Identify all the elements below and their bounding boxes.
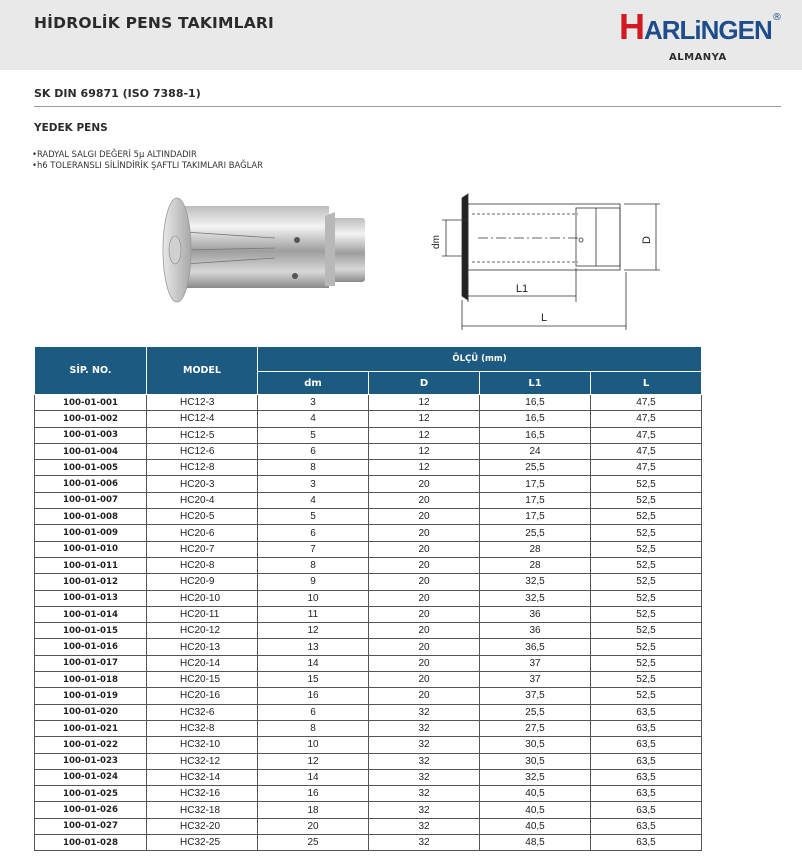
collet-technical-drawing (428, 190, 663, 335)
cell-L1: 16,5 (480, 427, 591, 443)
cell-model: HC12-4 (147, 411, 258, 427)
cell-L1: 16,5 (480, 395, 591, 411)
cell-D: 12 (369, 460, 480, 476)
cell-sip-no: 100-01-010 (35, 541, 147, 557)
cell-dm: 4 (258, 411, 369, 427)
cell-L1: 32,5 (480, 574, 591, 590)
cell-sip-no: 100-01-011 (35, 557, 147, 573)
table-body (35, 395, 702, 851)
table-row (35, 623, 702, 639)
cell-D: 20 (369, 557, 480, 573)
page-header (0, 0, 802, 70)
cell-dm: 18 (258, 802, 369, 818)
table-row (35, 590, 702, 606)
table-row (35, 835, 702, 851)
cell-L: 63,5 (591, 720, 702, 736)
cell-L: 52,5 (591, 590, 702, 606)
table-row (35, 704, 702, 720)
cell-D: 12 (369, 443, 480, 459)
cell-dm: 5 (258, 427, 369, 443)
cell-model: HC20-4 (147, 492, 258, 508)
cell-L1: 25,5 (480, 460, 591, 476)
cell-L: 47,5 (591, 395, 702, 411)
cell-dm: 9 (258, 574, 369, 590)
cell-dm: 6 (258, 704, 369, 720)
cell-L: 52,5 (591, 639, 702, 655)
cell-L: 52,5 (591, 557, 702, 573)
cell-sip-no: 100-01-022 (35, 737, 147, 753)
cell-model: HC32-16 (147, 786, 258, 802)
table-row (35, 443, 702, 459)
standard-heading: SK DIN 69871 (ISO 7388-1) (34, 87, 201, 100)
divider (34, 106, 781, 107)
cell-sip-no: 100-01-017 (35, 655, 147, 671)
cell-dm: 8 (258, 460, 369, 476)
cell-D: 20 (369, 672, 480, 688)
table-row (35, 492, 702, 508)
registered-mark: ® (772, 12, 782, 23)
cell-L1: 28 (480, 541, 591, 557)
cell-model: HC20-7 (147, 541, 258, 557)
table-row (35, 411, 702, 427)
cell-model: HC20-13 (147, 639, 258, 655)
cell-dm: 16 (258, 688, 369, 704)
cell-D: 32 (369, 802, 480, 818)
cell-L: 47,5 (591, 427, 702, 443)
label-L: L (540, 312, 548, 324)
cell-model: HC32-6 (147, 704, 258, 720)
cell-dm: 14 (258, 655, 369, 671)
cell-L: 52,5 (591, 492, 702, 508)
cell-sip-no: 100-01-013 (35, 590, 147, 606)
cell-dm: 7 (258, 541, 369, 557)
cell-D: 20 (369, 590, 480, 606)
page-title: HİDROLİK PENS TAKIMLARI (34, 14, 274, 32)
table-row (35, 786, 702, 802)
cell-D: 12 (369, 411, 480, 427)
cell-D: 32 (369, 704, 480, 720)
cell-model: HC32-12 (147, 753, 258, 769)
brand-logo (619, 6, 782, 47)
cell-D: 20 (369, 525, 480, 541)
cell-sip-no: 100-01-015 (35, 623, 147, 639)
cell-model: HC20-14 (147, 655, 258, 671)
label-dm: dm (431, 235, 442, 249)
cell-D: 32 (369, 737, 480, 753)
cell-model: HC20-9 (147, 574, 258, 590)
cell-sip-no: 100-01-007 (35, 492, 147, 508)
table-row (35, 557, 702, 573)
table-row (35, 720, 702, 736)
header-model: MODEL (147, 347, 258, 395)
cell-model: HC20-10 (147, 590, 258, 606)
header-L: L (591, 372, 702, 395)
cell-L: 52,5 (591, 623, 702, 639)
cell-L1: 37 (480, 672, 591, 688)
note-item: • RADYAL SALGI DEĞERİ 5µ ALTINDADIR (32, 149, 263, 160)
cell-L: 52,5 (591, 509, 702, 525)
cell-model: HC12-3 (147, 395, 258, 411)
label-L1: L1 (515, 283, 529, 295)
cell-D: 20 (369, 688, 480, 704)
cell-dm: 10 (258, 590, 369, 606)
cell-dm: 6 (258, 443, 369, 459)
cell-L: 52,5 (591, 672, 702, 688)
header-L1: L1 (480, 372, 591, 395)
table-row (35, 818, 702, 834)
cell-dm: 14 (258, 769, 369, 785)
table-row (35, 541, 702, 557)
cell-D: 20 (369, 655, 480, 671)
table-row (35, 395, 702, 411)
cell-L: 63,5 (591, 753, 702, 769)
cell-dm: 10 (258, 737, 369, 753)
cell-dm: 8 (258, 557, 369, 573)
cell-model: HC20-5 (147, 509, 258, 525)
cell-sip-no: 100-01-008 (35, 509, 147, 525)
table-row (35, 606, 702, 622)
table-row (35, 525, 702, 541)
cell-L: 47,5 (591, 411, 702, 427)
cell-L1: 40,5 (480, 786, 591, 802)
cell-L1: 32,5 (480, 590, 591, 606)
cell-L: 52,5 (591, 525, 702, 541)
collet-table (34, 346, 702, 851)
cell-model: HC32-14 (147, 769, 258, 785)
cell-L1: 28 (480, 557, 591, 573)
cell-L1: 17,5 (480, 476, 591, 492)
cell-L: 63,5 (591, 769, 702, 785)
cell-dm: 20 (258, 818, 369, 834)
label-D: D (641, 236, 653, 244)
cell-dm: 4 (258, 492, 369, 508)
cell-model: HC20-12 (147, 623, 258, 639)
cell-D: 32 (369, 769, 480, 785)
cell-D: 20 (369, 476, 480, 492)
cell-sip-no: 100-01-004 (35, 443, 147, 459)
cell-dm: 12 (258, 623, 369, 639)
cell-L1: 17,5 (480, 509, 591, 525)
cell-L: 52,5 (591, 688, 702, 704)
note-item: • h6 TOLERANSLI SİLİNDİRİK ŞAFTLI TAKIMLARI BAĞLAR (32, 160, 263, 171)
cell-sip-no: 100-01-028 (35, 835, 147, 851)
cell-D: 32 (369, 720, 480, 736)
cell-D: 32 (369, 835, 480, 851)
cell-D: 12 (369, 427, 480, 443)
cell-L1: 27,5 (480, 720, 591, 736)
cell-dm: 3 (258, 476, 369, 492)
cell-model: HC20-15 (147, 672, 258, 688)
cell-sip-no: 100-01-025 (35, 786, 147, 802)
cell-sip-no: 100-01-024 (35, 769, 147, 785)
cell-L1: 37,5 (480, 688, 591, 704)
cell-L1: 37 (480, 655, 591, 671)
cell-L: 52,5 (591, 476, 702, 492)
cell-sip-no: 100-01-016 (35, 639, 147, 655)
cell-dm: 8 (258, 720, 369, 736)
cell-model: HC20-8 (147, 557, 258, 573)
cell-dm: 3 (258, 395, 369, 411)
table-row (35, 574, 702, 590)
cell-L: 47,5 (591, 460, 702, 476)
cell-L1: 32,5 (480, 769, 591, 785)
cell-dm: 5 (258, 509, 369, 525)
header-D: D (369, 372, 480, 395)
cell-model: HC12-5 (147, 427, 258, 443)
cell-D: 20 (369, 639, 480, 655)
cell-L: 63,5 (591, 737, 702, 753)
cell-L: 63,5 (591, 704, 702, 720)
cell-model: HC32-25 (147, 835, 258, 851)
cell-L1: 17,5 (480, 492, 591, 508)
cell-L1: 24 (480, 443, 591, 459)
feature-notes (32, 149, 263, 171)
cell-sip-no: 100-01-019 (35, 688, 147, 704)
brand-country: ALMANYA (669, 52, 727, 63)
cell-sip-no: 100-01-005 (35, 460, 147, 476)
cell-D: 20 (369, 509, 480, 525)
cell-L: 52,5 (591, 606, 702, 622)
cell-model: HC32-20 (147, 818, 258, 834)
header-dimensions: ÖLÇÜ (mm) (258, 347, 702, 372)
cell-D: 12 (369, 395, 480, 411)
cell-L1: 25,5 (480, 704, 591, 720)
cell-L: 63,5 (591, 835, 702, 851)
cell-model: HC20-16 (147, 688, 258, 704)
cell-D: 20 (369, 541, 480, 557)
cell-dm: 15 (258, 672, 369, 688)
cell-sip-no: 100-01-002 (35, 411, 147, 427)
cell-L: 52,5 (591, 574, 702, 590)
cell-L: 52,5 (591, 541, 702, 557)
cell-dm: 11 (258, 606, 369, 622)
cell-dm: 6 (258, 525, 369, 541)
cell-dm: 16 (258, 786, 369, 802)
cell-sip-no: 100-01-009 (35, 525, 147, 541)
cell-model: HC32-8 (147, 720, 258, 736)
header-sip-no: SİP. NO. (35, 347, 147, 395)
cell-D: 32 (369, 786, 480, 802)
cell-L: 47,5 (591, 443, 702, 459)
cell-L: 63,5 (591, 818, 702, 834)
cell-sip-no: 100-01-012 (35, 574, 147, 590)
cell-L1: 36,5 (480, 639, 591, 655)
cell-L1: 48,5 (480, 835, 591, 851)
cell-sip-no: 100-01-020 (35, 704, 147, 720)
table-row (35, 639, 702, 655)
table-row (35, 672, 702, 688)
cell-model: HC12-6 (147, 443, 258, 459)
cell-sip-no: 100-01-001 (35, 395, 147, 411)
table-row (35, 460, 702, 476)
cell-sip-no: 100-01-023 (35, 753, 147, 769)
table-row (35, 769, 702, 785)
cell-sip-no: 100-01-003 (35, 427, 147, 443)
cell-L1: 40,5 (480, 802, 591, 818)
table-row (35, 476, 702, 492)
table-row (35, 655, 702, 671)
cell-L1: 25,5 (480, 525, 591, 541)
cell-L1: 16,5 (480, 411, 591, 427)
cell-L: 63,5 (591, 802, 702, 818)
table-row (35, 427, 702, 443)
section-title: YEDEK PENS (34, 122, 108, 134)
cell-dm: 13 (258, 639, 369, 655)
cell-L: 63,5 (591, 786, 702, 802)
cell-model: HC32-10 (147, 737, 258, 753)
cell-D: 20 (369, 492, 480, 508)
cell-D: 20 (369, 606, 480, 622)
cell-sip-no: 100-01-014 (35, 606, 147, 622)
cell-L1: 30,5 (480, 753, 591, 769)
cell-L1: 30,5 (480, 737, 591, 753)
cell-sip-no: 100-01-018 (35, 672, 147, 688)
cell-L1: 36 (480, 606, 591, 622)
table-row (35, 688, 702, 704)
cell-D: 20 (369, 574, 480, 590)
cell-dm: 12 (258, 753, 369, 769)
collet-photo (155, 190, 370, 310)
cell-sip-no: 100-01-006 (35, 476, 147, 492)
table-row (35, 802, 702, 818)
cell-L1: 40,5 (480, 818, 591, 834)
cell-sip-no: 100-01-026 (35, 802, 147, 818)
cell-model: HC12-8 (147, 460, 258, 476)
cell-sip-no: 100-01-021 (35, 720, 147, 736)
cell-D: 32 (369, 753, 480, 769)
table-row (35, 737, 702, 753)
cell-L: 52,5 (591, 655, 702, 671)
cell-L1: 36 (480, 623, 591, 639)
cell-model: HC20-3 (147, 476, 258, 492)
table-row (35, 753, 702, 769)
cell-dm: 25 (258, 835, 369, 851)
cell-model: HC20-11 (147, 606, 258, 622)
header-dm: dm (258, 372, 369, 395)
cell-D: 20 (369, 623, 480, 639)
cell-D: 32 (369, 818, 480, 834)
cell-sip-no: 100-01-027 (35, 818, 147, 834)
table-row (35, 509, 702, 525)
cell-model: HC20-6 (147, 525, 258, 541)
cell-model: HC32-18 (147, 802, 258, 818)
brand-name: HARLiNGEN (619, 6, 772, 47)
